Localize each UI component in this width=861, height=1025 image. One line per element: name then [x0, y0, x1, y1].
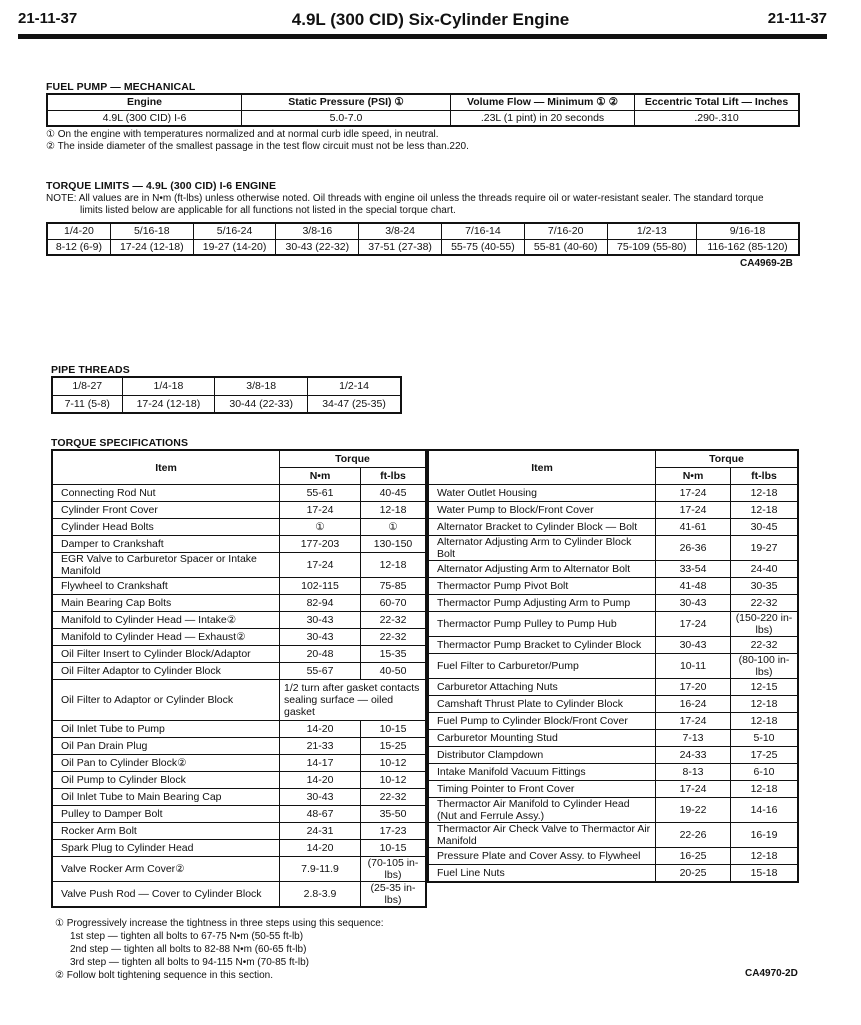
spec-item: Oil Inlet Tube to Pump	[52, 721, 280, 738]
table-row	[428, 823, 798, 848]
spec-ftlbs: (25-35 in-lbs)	[361, 882, 427, 908]
spec-nm: 41-48	[656, 578, 731, 595]
table-row	[428, 561, 798, 578]
spec-nm: 7-13	[656, 730, 731, 747]
table-row	[428, 798, 798, 823]
spec-item: Thermactor Pump Pulley to Pump Hub	[428, 612, 656, 637]
spec-ftlbs: 22-32	[361, 789, 427, 806]
table-row	[52, 646, 426, 663]
spec-item: Flywheel to Crankshaft	[52, 578, 280, 595]
fuel-pump-header-engine: Engine	[47, 94, 242, 110]
spec-ftlbs: 12-18	[731, 848, 799, 865]
table-row	[52, 595, 426, 612]
spec-item: Pressure Plate and Cover Assy. to Flywheel	[428, 848, 656, 865]
spec-item: Rocker Arm Bolt	[52, 823, 280, 840]
pipe-torque-cell: 34-47 (25-35)	[308, 395, 401, 413]
spec-item: Manifold to Cylinder Head — Exhaust②	[52, 629, 280, 646]
spec-item: Carburetor Attaching Nuts	[428, 679, 656, 696]
table-row	[52, 553, 426, 578]
table-row	[52, 612, 426, 629]
spec-nm: 17-24	[656, 713, 731, 730]
spec-item: Oil Filter Insert to Cylinder Block/Adaptor	[52, 646, 280, 663]
spec-nm: 26-36	[656, 536, 731, 561]
spec-item: Fuel Line Nuts	[428, 865, 656, 883]
spec-item: Fuel Filter to Carburetor/Pump	[428, 654, 656, 679]
bolt-size-cell: 7/16-20	[524, 223, 607, 239]
specs-footnote-step-1: 1st step — tighten all bolts to 67-75 N•m (50-55 ft-lb)	[70, 931, 304, 942]
torque-limit-cell: 8-12 (6-9)	[47, 239, 110, 255]
spec-nm: 14-20	[280, 840, 361, 857]
torque-limit-cell: 55-81 (40-60)	[524, 239, 607, 255]
table-row	[52, 823, 426, 840]
bolt-size-cell: 3/8-24	[359, 223, 442, 239]
header-rule	[18, 34, 827, 39]
spec-ftlbs: 10-15	[361, 840, 427, 857]
spec-ftlbs: 5-10	[731, 730, 799, 747]
spec-item: Oil Filter Adaptor to Cylinder Block	[52, 663, 280, 680]
table-row	[428, 679, 798, 696]
torque-limit-cell: 37-51 (27-38)	[359, 239, 442, 255]
spec-ftlbs: 30-35	[731, 578, 799, 595]
pipe-size-cell: 1/2-14	[308, 377, 401, 395]
spec-nm: 20-25	[656, 865, 731, 883]
spec-item: Valve Rocker Arm Cover②	[52, 857, 280, 882]
spec-nm: 24-33	[656, 747, 731, 764]
spec-item: Connecting Rod Nut	[52, 485, 280, 502]
spec-ftlbs: 12-15	[731, 679, 799, 696]
torque-limits-note-line-2: limits listed below are applicable for all functions not listed in the special torque chart.	[80, 205, 456, 216]
pipe-size-cell: 1/4-18	[122, 377, 215, 395]
spec-item: Water Pump to Block/Front Cover	[428, 502, 656, 519]
table-row	[428, 865, 798, 883]
spec-ftlbs: 15-25	[361, 738, 427, 755]
table-row	[52, 882, 426, 908]
spec-ftlbs: 130-150	[361, 536, 427, 553]
spec-ftlbs: (80-100 in-lbs)	[731, 654, 799, 679]
table-row	[52, 680, 426, 721]
table-row	[428, 519, 798, 536]
spec-nm: 17-24	[656, 485, 731, 502]
spec-nm: 10-11	[656, 654, 731, 679]
spec-ftlbs: 12-18	[731, 502, 799, 519]
spec-ftlbs: 40-50	[361, 663, 427, 680]
spec-ftlbs: 22-32	[731, 637, 799, 654]
pipe-threads-title: PIPE THREADS	[51, 364, 130, 376]
spec-nm: 20-48	[280, 646, 361, 663]
fuel-pump-note-1: ① On the engine with temperatures normalized and at normal curb idle speed, in neutral.	[46, 129, 439, 140]
table-row	[428, 781, 798, 798]
page-title: 4.9L (300 CID) Six-Cylinder Engine	[291, 10, 570, 29]
table-row	[52, 721, 426, 738]
specs-footnote-step-2: 2nd step — tighten all bolts to 82-88 N•m (60-65 ft-lb)	[70, 944, 307, 955]
table-row	[52, 663, 426, 680]
torque-specs-title: TORQUE SPECIFICATIONS	[51, 437, 189, 449]
spec-ftlbs: ①	[361, 519, 427, 536]
spec-item: Timing Pointer to Front Cover	[428, 781, 656, 798]
spec-ftlbs: (70-105 in-lbs)	[361, 857, 427, 882]
table-row	[428, 764, 798, 781]
table-row	[428, 696, 798, 713]
spec-nm: 30-43	[280, 789, 361, 806]
bolt-size-cell: 5/16-18	[110, 223, 193, 239]
fuel-pump-table	[46, 93, 800, 127]
spec-nm: 30-43	[280, 629, 361, 646]
table-row	[52, 857, 426, 882]
specs-footnote-step-3: 3rd step — tighten all bolts to 94-115 N•m (70-85 ft-lb)	[70, 957, 309, 968]
spec-item: Oil Inlet Tube to Main Bearing Cap	[52, 789, 280, 806]
table-row	[428, 536, 798, 561]
spec-nm: 17-20	[656, 679, 731, 696]
table-row	[52, 789, 426, 806]
spec-nm: 30-43	[656, 637, 731, 654]
spec-nm: 41-61	[656, 519, 731, 536]
table-row	[428, 612, 798, 637]
table-row	[428, 730, 798, 747]
spec-nm: 14-17	[280, 755, 361, 772]
specs-left-header-nm: N•m	[280, 468, 361, 485]
spec-item: Carburetor Mounting Stud	[428, 730, 656, 747]
spec-ftlbs: 60-70	[361, 595, 427, 612]
fuel-pump-cell-engine: 4.9L (300 CID) I-6	[47, 110, 242, 126]
spec-ftlbs: 17-25	[731, 747, 799, 764]
spec-item: Distributor Clampdown	[428, 747, 656, 764]
table-row	[428, 595, 798, 612]
torque-limits-table	[46, 222, 800, 256]
spec-nm: 30-43	[280, 612, 361, 629]
table-row	[52, 519, 426, 536]
spec-nm: 82-94	[280, 595, 361, 612]
spec-nm: 16-24	[656, 696, 731, 713]
bolt-size-cell: 9/16-18	[697, 223, 800, 239]
spec-ftlbs: 22-32	[731, 595, 799, 612]
spec-item: Thermactor Air Check Valve to Thermactor Air Manifold	[428, 823, 656, 848]
pipe-size-cell: 1/8-27	[52, 377, 122, 395]
fuel-pump-cell-lift: .290-.310	[635, 110, 800, 126]
spec-ftlbs: 24-40	[731, 561, 799, 578]
spec-nm: 16-25	[656, 848, 731, 865]
pipe-size-cell: 3/8-18	[215, 377, 308, 395]
table-row	[52, 840, 426, 857]
spec-nm: 14-20	[280, 721, 361, 738]
table-row	[52, 485, 426, 502]
bolt-size-cell: 1/2-13	[607, 223, 696, 239]
torque-limit-cell: 116-162 (85-120)	[697, 239, 800, 255]
spec-ftlbs: 30-45	[731, 519, 799, 536]
table-row	[428, 578, 798, 595]
spec-item: Intake Manifold Vacuum Fittings	[428, 764, 656, 781]
spec-ftlbs: 40-45	[361, 485, 427, 502]
table-row	[52, 772, 426, 789]
spec-ftlbs: 35-50	[361, 806, 427, 823]
table-row	[52, 806, 426, 823]
specs-right-header-item: Item	[428, 450, 656, 485]
spec-ftlbs: (150-220 in-lbs)	[731, 612, 799, 637]
spec-ftlbs: 12-18	[731, 781, 799, 798]
table-row	[428, 637, 798, 654]
spec-ftlbs: 17-23	[361, 823, 427, 840]
spec-nm: 17-24	[280, 553, 361, 578]
torque-limit-cell: 55-75 (40-55)	[442, 239, 525, 255]
spec-item: Alternator Bracket to Cylinder Block — Bolt	[428, 519, 656, 536]
spec-item: Thermactor Pump Adjusting Arm to Pump	[428, 595, 656, 612]
torque-specs-figure-code: CA4970-2D	[745, 968, 798, 979]
spec-ftlbs: 10-12	[361, 772, 427, 789]
table-row	[428, 713, 798, 730]
spec-ftlbs: 75-85	[361, 578, 427, 595]
spec-item: Cylinder Front Cover	[52, 502, 280, 519]
spec-item: Water Outlet Housing	[428, 485, 656, 502]
torque-specs-table-left	[51, 449, 427, 908]
spec-nm: 24-31	[280, 823, 361, 840]
torque-limit-cell: 19-27 (14-20)	[193, 239, 276, 255]
specs-footnote-2: ② Follow bolt tightening sequence in this section.	[55, 970, 273, 981]
spec-nm: ①	[280, 519, 361, 536]
table-row	[52, 629, 426, 646]
spec-nm: 55-61	[280, 485, 361, 502]
table-row	[428, 485, 798, 502]
table-row	[428, 502, 798, 519]
table-row	[52, 738, 426, 755]
table-row	[428, 848, 798, 865]
spec-item: Main Bearing Cap Bolts	[52, 595, 280, 612]
spec-nm: 33-54	[656, 561, 731, 578]
page-number-right: 21-11-37	[767, 10, 827, 27]
spec-nm: 177-203	[280, 536, 361, 553]
table-row	[428, 654, 798, 679]
fuel-pump-header-pressure: Static Pressure (PSI) ①	[242, 94, 451, 110]
table-row	[52, 502, 426, 519]
specs-left-header-torque: Torque	[280, 450, 427, 468]
table-row	[52, 578, 426, 595]
pipe-torque-cell: 7-11 (5-8)	[52, 395, 122, 413]
fuel-pump-header-volume: Volume Flow — Minimum ① ②	[451, 94, 635, 110]
spec-ftlbs: 12-18	[731, 713, 799, 730]
page-number-left: 21-11-37	[18, 10, 78, 27]
spec-ftlbs: 22-32	[361, 629, 427, 646]
spec-nm: 48-67	[280, 806, 361, 823]
spec-nm: 7.9-11.9	[280, 857, 361, 882]
bolt-size-cell: 7/16-14	[442, 223, 525, 239]
spec-nm: 17-24	[656, 781, 731, 798]
spec-nm: 2.8-3.9	[280, 882, 361, 908]
spec-nm: 17-24	[656, 502, 731, 519]
spec-item: Oil Pan Drain Plug	[52, 738, 280, 755]
spec-item: EGR Valve to Carburetor Spacer or Intake Manifold	[52, 553, 280, 578]
spec-ftlbs: 6-10	[731, 764, 799, 781]
specs-right-header-ftlbs: ft-lbs	[731, 468, 799, 485]
specs-left-header-ftlbs: ft-lbs	[361, 468, 427, 485]
fuel-pump-note-2: ② The inside diameter of the smallest passage in the test flow circuit must not be less than.220.	[46, 141, 469, 152]
spec-nm: 30-43	[656, 595, 731, 612]
spec-item: Alternator Adjusting Arm to Cylinder Block Bolt	[428, 536, 656, 561]
fuel-pump-title: FUEL PUMP — MECHANICAL	[46, 81, 196, 93]
pipe-threads-table	[51, 376, 402, 414]
spec-ftlbs: 16-19	[731, 823, 799, 848]
spec-item: Damper to Crankshaft	[52, 536, 280, 553]
specs-right-header-torque: Torque	[656, 450, 799, 468]
spec-torque-note: 1/2 turn after gasket contacts sealing surface — oiled gasket	[280, 680, 427, 721]
bolt-size-cell: 5/16-24	[193, 223, 276, 239]
spec-ftlbs: 12-18	[361, 502, 427, 519]
specs-footnote-1: ① Progressively increase the tightness in three steps using this sequence:	[55, 918, 384, 929]
spec-ftlbs: 10-15	[361, 721, 427, 738]
torque-limits-note-line-1: NOTE: All values are in N•m (ft-lbs) unless otherwise noted. Oil threads with engine oil unless the threads require oil or water-resistant sealer. The standard torque	[46, 193, 764, 204]
spec-nm: 17-24	[280, 502, 361, 519]
fuel-pump-cell-volume: .23L (1 pint) in 20 seconds	[451, 110, 635, 126]
spec-item: Thermactor Pump Bracket to Cylinder Block	[428, 637, 656, 654]
spec-ftlbs: 14-16	[731, 798, 799, 823]
spec-nm: 8-13	[656, 764, 731, 781]
spec-nm: 19-22	[656, 798, 731, 823]
spec-nm: 14-20	[280, 772, 361, 789]
spec-ftlbs: 15-35	[361, 646, 427, 663]
table-row	[52, 755, 426, 772]
spec-item: Thermactor Air Manifold to Cylinder Head (Nut and Ferrule Assy.)	[428, 798, 656, 823]
torque-limit-cell: 75-109 (55-80)	[607, 239, 696, 255]
spec-item: Oil Pump to Cylinder Block	[52, 772, 280, 789]
spec-ftlbs: 12-18	[731, 696, 799, 713]
spec-item: Thermactor Pump Pivot Bolt	[428, 578, 656, 595]
spec-ftlbs: 12-18	[361, 553, 427, 578]
spec-ftlbs: 15-18	[731, 865, 799, 883]
spec-nm: 55-67	[280, 663, 361, 680]
spec-item: Alternator Adjusting Arm to Alternator Bolt	[428, 561, 656, 578]
fuel-pump-cell-pressure: 5.0-7.0	[242, 110, 451, 126]
spec-item: Camshaft Thrust Plate to Cylinder Block	[428, 696, 656, 713]
torque-limit-cell: 30-43 (22-32)	[276, 239, 359, 255]
spec-nm: 17-24	[656, 612, 731, 637]
table-row	[428, 747, 798, 764]
spec-ftlbs: 22-32	[361, 612, 427, 629]
spec-nm: 102-115	[280, 578, 361, 595]
torque-specs-table-right	[427, 449, 799, 883]
spec-ftlbs: 10-12	[361, 755, 427, 772]
spec-item: Cylinder Head Bolts	[52, 519, 280, 536]
bolt-size-cell: 3/8-16	[276, 223, 359, 239]
torque-limits-title: TORQUE LIMITS — 4.9L (300 CID) I-6 ENGINE	[46, 180, 277, 192]
spec-item: Fuel Pump to Cylinder Block/Front Cover	[428, 713, 656, 730]
spec-ftlbs: 12-18	[731, 485, 799, 502]
pipe-torque-cell: 17-24 (12-18)	[122, 395, 215, 413]
bolt-size-cell: 1/4-20	[47, 223, 110, 239]
spec-nm: 22-26	[656, 823, 731, 848]
spec-item: Pulley to Damper Bolt	[52, 806, 280, 823]
pipe-torque-cell: 30-44 (22-33)	[215, 395, 308, 413]
spec-item: Valve Push Rod — Cover to Cylinder Block	[52, 882, 280, 908]
fuel-pump-header-lift: Eccentric Total Lift — Inches	[635, 94, 800, 110]
torque-limit-cell: 17-24 (12-18)	[110, 239, 193, 255]
specs-left-header-item: Item	[52, 450, 280, 485]
table-row	[52, 536, 426, 553]
spec-item: Oil Filter to Adaptor or Cylinder Block	[52, 680, 280, 721]
specs-right-header-nm: N•m	[656, 468, 731, 485]
spec-item: Spark Plug to Cylinder Head	[52, 840, 280, 857]
spec-ftlbs: 19-27	[731, 536, 799, 561]
spec-item: Oil Pan to Cylinder Block②	[52, 755, 280, 772]
spec-nm: 21-33	[280, 738, 361, 755]
torque-limits-figure-code: CA4969-2B	[740, 258, 793, 269]
spec-item: Manifold to Cylinder Head — Intake②	[52, 612, 280, 629]
